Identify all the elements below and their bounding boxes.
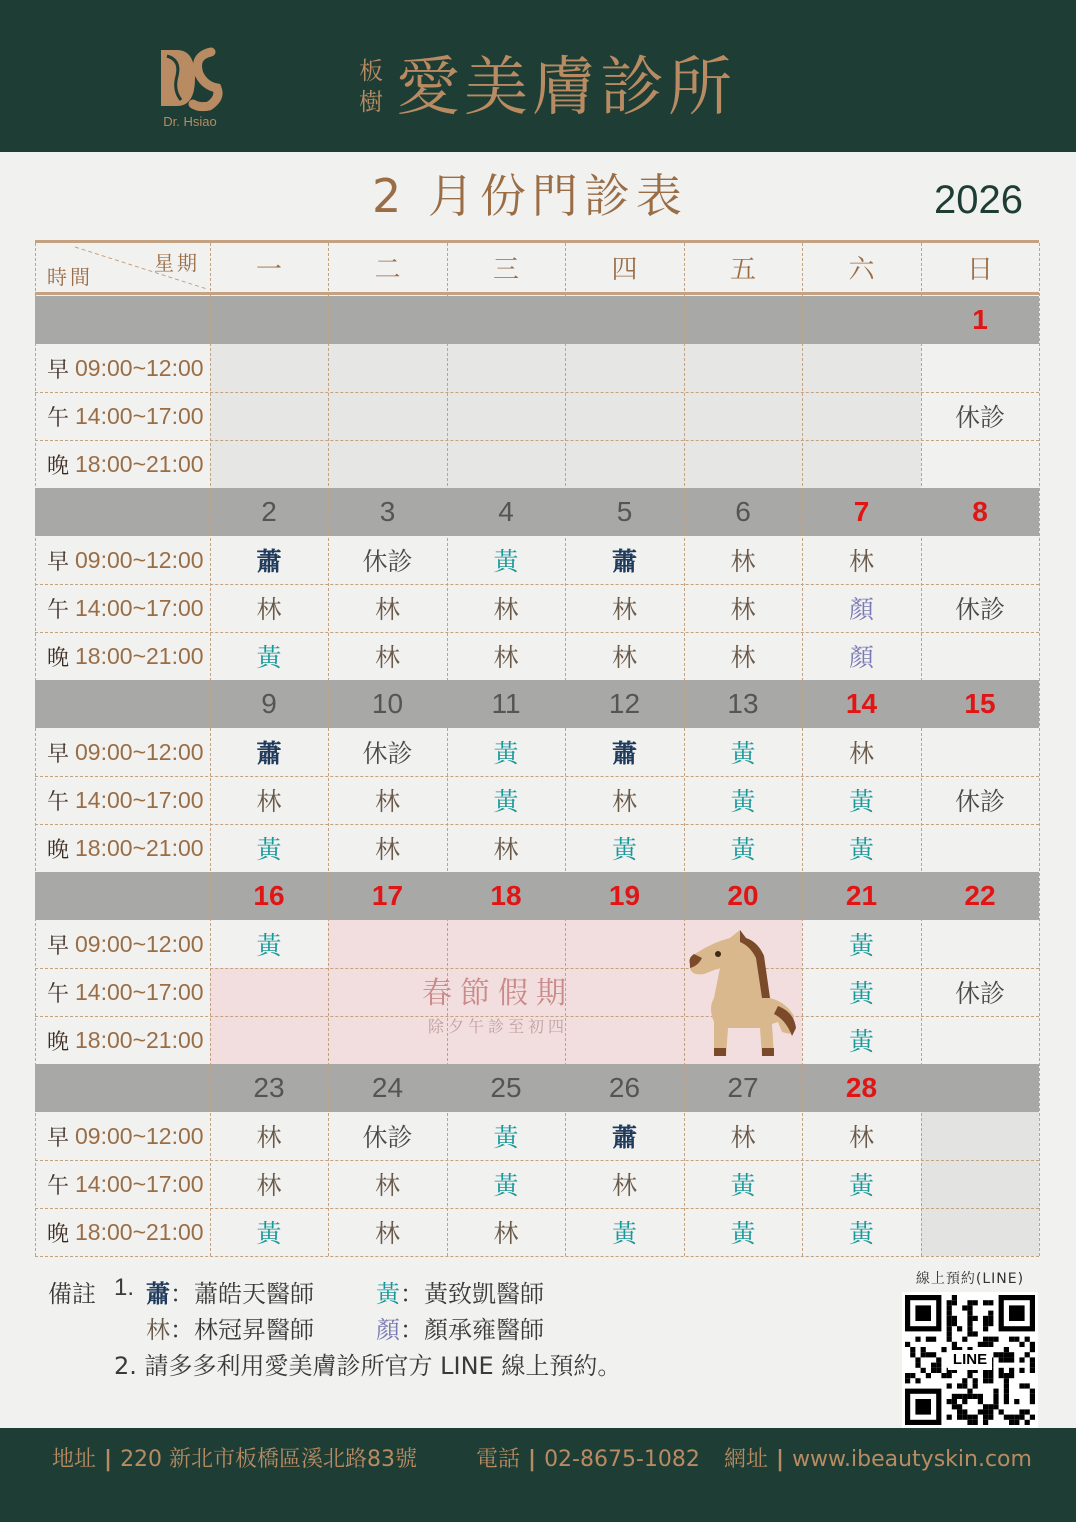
schedule-cell [921,440,1039,488]
date-cell: 12 [608,688,641,719]
corner-time-label: 時間 [47,265,93,289]
schedule-cell [447,440,565,488]
phone-value: 02-8675-1082 [544,1447,700,1472]
schedule-cell: 林 [848,739,874,768]
schedule-cell [447,392,565,440]
schedule-cell [210,344,328,392]
schedule-cell [921,728,1039,776]
session-time-cell [35,632,210,680]
notes-item2: 2. 請多多利用愛美膚診所官方 LINE 線上預約。 [114,1352,622,1380]
notes-label: 備註 [48,1280,96,1308]
schedule-cell: 林 [730,1123,756,1152]
date-cell: 19 [608,880,641,911]
session-label: 早 [47,1125,70,1151]
column-divider [1039,243,1040,1256]
header-bar [0,0,1076,152]
schedule-cell [921,1208,1039,1256]
session-label: 午 [47,789,70,815]
schedule-cell: 休診 [954,403,1005,432]
session-time: 18:00~21:00 [75,1218,204,1245]
session-time: 14:00~17:00 [75,1170,204,1197]
session-time: 14:00~17:00 [75,594,204,621]
schedule-cell: 休診 [362,547,413,576]
schedule-cell [921,1112,1039,1160]
session-time-cell [35,536,210,584]
date-cell: 5 [616,496,633,527]
qr-caption: 線上預約(LINE) [915,1271,1025,1287]
schedule-cell [921,632,1039,680]
table-corner [35,243,210,292]
logo-mark-icon [155,46,225,112]
legend-lin [146,1310,314,1345]
notes-section [48,1270,908,1420]
session-time: 09:00~12:00 [75,930,204,957]
schedule-cell [210,1016,328,1064]
schedule-cell: 林 [611,643,637,672]
date-cell [802,296,921,344]
holiday-title: 春節假期 [422,976,574,1011]
session-time-cell [35,584,210,632]
session-label: 晚 [47,1029,70,1055]
schedule-cell: 顏 [848,643,874,672]
date-cell: 9 [261,688,277,719]
phone-label: 電話 [476,1447,521,1472]
schedule-cell: 黃 [848,1171,874,1200]
session-time: 18:00~21:00 [75,1026,204,1053]
column-divider [802,243,803,1256]
schedule-cell: 林 [730,643,756,672]
schedule-cell: 黃 [730,739,756,768]
schedule-cell [684,392,802,440]
session-time: 18:00~21:00 [75,834,204,861]
date-cell: 17 [371,880,404,911]
schedule-cell [210,440,328,488]
row-divider [35,632,1039,633]
date-cell: 7 [853,496,870,527]
session-time-cell [35,1160,210,1208]
schedule-cell [921,344,1039,392]
column-divider [35,243,36,1256]
schedule-cell: 黃 [256,931,282,960]
date-cell: 13 [727,688,759,719]
weekday-header: 日 [966,255,993,285]
schedule-cell [921,824,1039,872]
session-label: 午 [47,981,70,1007]
session-time-cell [35,968,210,1016]
qr-code[interactable] [902,1292,1038,1428]
session-time: 09:00~12:00 [75,354,204,381]
schedule-cell [921,1160,1039,1208]
legend-code: 林 [146,1316,170,1344]
schedule-cell [684,440,802,488]
schedule-cell: 林 [374,1219,400,1248]
schedule-cell: 林 [374,643,400,672]
schedule-cell: 黃 [256,643,282,672]
date-cell [565,296,684,344]
qr-center-label: LINE [948,1350,992,1370]
schedule-cell: 林 [374,595,400,624]
weekday-header: 二 [374,255,401,285]
clinic-location-char-1: 板 [359,57,383,85]
schedule-cell: 蕭 [256,739,282,768]
legend-desc: ：黃致凱醫師 [400,1280,544,1308]
session-label: 晚 [47,837,70,863]
row-divider [35,440,1039,441]
session-label: 早 [47,741,70,767]
session-time: 18:00~21:00 [75,450,204,477]
session-time-cell [35,728,210,776]
date-cell [921,1064,1039,1112]
date-cell: 4 [498,496,514,527]
line-qr-block[interactable] [902,1268,1038,1428]
schedule-cell: 林 [611,1171,637,1200]
session-label: 晚 [47,645,70,671]
row-divider [35,824,1039,825]
weekday-header: 六 [848,255,875,285]
session-label: 午 [47,597,70,623]
schedule-cell: 林 [493,1219,519,1248]
schedule-cell: 蕭 [611,547,637,576]
schedule-cell [565,440,684,488]
schedule-cell: 黃 [493,787,519,816]
holiday-subtitle: 除夕午診至初四 [427,1017,568,1036]
schedule-cell: 黃 [256,835,282,864]
clinic-name: 愛美膚診所 [396,51,736,125]
column-divider [684,243,685,1256]
header-bottom-border [35,292,1039,295]
date-cell: 25 [490,1072,522,1103]
schedule-cell: 林 [730,595,756,624]
schedule-cell [684,344,802,392]
schedule-cell [802,392,921,440]
date-cell: 18 [490,880,522,911]
schedule-cell: 顏 [848,595,874,624]
schedule-cell [802,440,921,488]
session-time-cell [35,776,210,824]
date-cell: 6 [735,496,751,527]
schedule-cell [328,920,447,968]
schedule-cell: 林 [256,787,282,816]
row-divider [35,776,1039,777]
clinic-location-char-2: 樹 [359,88,383,116]
web-value[interactable]: www.ibeautyskin.com [792,1447,1032,1472]
legend-huang [376,1274,544,1309]
date-cell: 28 [845,1072,878,1103]
row-divider [35,1256,1039,1257]
schedule-cell: 林 [493,835,519,864]
schedule-cell: 休診 [954,787,1005,816]
date-cell: 24 [371,1072,404,1103]
schedule-cell: 蕭 [611,739,637,768]
schedule-cell: 蕭 [611,1123,637,1152]
weekday-header: 五 [729,255,756,285]
schedule-cell: 林 [848,1123,874,1152]
schedule-year: 2026 [934,178,1023,222]
date-cell [210,296,328,344]
legend-code: 顏 [376,1316,400,1344]
date-cell: 3 [379,496,396,527]
schedule-cell: 林 [374,787,400,816]
schedule-cell [565,344,684,392]
schedule-cell: 黃 [256,1219,282,1248]
row-divider [35,1160,1039,1161]
schedule-cell: 黃 [493,1123,519,1152]
session-label: 早 [47,357,70,383]
schedule-cell: 黃 [493,547,519,576]
schedule-cell [565,920,684,968]
date-cell: 11 [491,688,521,719]
schedule-cell [565,392,684,440]
schedule-cell: 林 [493,595,519,624]
date-cell [684,296,802,344]
session-label: 早 [47,549,70,575]
schedule-cell: 黃 [848,787,874,816]
schedule-cell [328,392,447,440]
schedule-cell [802,344,921,392]
session-time: 18:00~21:00 [75,642,204,669]
schedule-cell: 黃 [848,1219,874,1248]
date-cell: 23 [253,1072,285,1103]
footer-website[interactable]: 網址 | www.ibeautyskin.com [724,1447,1032,1472]
footer-bar [0,1428,1076,1522]
row-divider [35,392,1039,393]
session-label: 午 [47,405,70,431]
schedule-cell: 林 [256,1123,282,1152]
schedule-cell [328,440,447,488]
legend-hsiao [146,1274,314,1309]
schedule-cell: 林 [848,547,874,576]
clinic-location [356,56,386,118]
schedule-cell: 黃 [848,835,874,864]
legend-code: 蕭 [146,1280,170,1308]
schedule-cell: 黃 [611,1219,637,1248]
column-divider [447,243,448,1256]
session-time-cell [35,824,210,872]
schedule-cell: 林 [730,547,756,576]
legend-desc: ：林冠昇醫師 [170,1316,314,1344]
weekday-header: 三 [492,255,519,285]
date-cell: 10 [371,688,404,719]
session-time-cell [35,920,210,968]
column-divider [210,243,211,1256]
date-cell: 26 [608,1072,641,1103]
schedule-cell: 林 [611,787,637,816]
date-cell: 1 [972,304,988,335]
session-time: 09:00~12:00 [75,1122,204,1149]
date-cell: 20 [727,880,759,911]
notes-item1-number: 1. [114,1274,135,1301]
schedule-cell: 休診 [362,1123,413,1152]
schedule-table [35,240,1039,1264]
schedule-cell: 黃 [730,1171,756,1200]
schedule-cell: 黃 [611,835,637,864]
schedule-cell [210,968,328,1016]
date-cell: 27 [727,1072,759,1103]
column-divider [921,243,922,1256]
weekday-header: 一 [255,255,282,285]
session-label: 晚 [47,1221,70,1247]
session-time-cell [35,1016,210,1064]
session-time-cell [35,1208,210,1256]
schedule-cell [210,392,328,440]
horse-icon [674,924,804,1060]
legend-yen [376,1310,544,1345]
schedule-cell [921,536,1039,584]
session-label: 晚 [47,453,70,479]
session-time: 09:00~12:00 [75,738,204,765]
session-time: 14:00~17:00 [75,402,204,429]
clinic-logo [155,46,225,136]
date-cell [328,296,447,344]
schedule-cell: 黃 [730,835,756,864]
logo-text: Dr. Hsiao [163,114,217,129]
session-time: 14:00~17:00 [75,978,204,1005]
session-time-cell [35,1112,210,1160]
schedule-cell: 林 [256,1171,282,1200]
date-cell: 8 [972,496,988,527]
schedule-cell [447,344,565,392]
session-time-cell [35,440,210,488]
schedule-cell: 休診 [954,979,1005,1008]
column-divider [565,243,566,1256]
legend-desc: ：顏承雍醫師 [400,1316,544,1344]
session-time: 14:00~17:00 [75,786,204,813]
session-time-cell [35,392,210,440]
date-cell: 15 [964,688,996,719]
schedule-cell: 黃 [493,739,519,768]
row-divider [35,584,1039,585]
schedule-cell: 林 [256,595,282,624]
schedule-cell: 黃 [848,979,874,1008]
date-cell: 16 [253,880,285,911]
address-value: 220 新北市板橋區溪北路83號 [120,1447,418,1472]
schedule-cell [921,920,1039,968]
date-cell: 21 [845,880,878,911]
session-label: 午 [47,1173,70,1199]
schedule-cell: 林 [374,1171,400,1200]
session-time: 09:00~12:00 [75,546,204,573]
schedule-cell: 林 [493,643,519,672]
footer-phone: 電話 | 02-8675-1082 [476,1447,700,1472]
web-label: 網址 [724,1447,769,1472]
schedule-cell: 黃 [848,1027,874,1056]
session-time-cell [35,344,210,392]
date-cell [447,296,565,344]
schedule-cell: 林 [611,595,637,624]
schedule-cell: 黃 [848,931,874,960]
row-divider [35,1208,1039,1209]
column-divider [328,243,329,1256]
address-label: 地址 [52,1447,97,1472]
schedule-cell: 黃 [730,787,756,816]
schedule-cell: 黃 [493,1171,519,1200]
schedule-cell: 林 [374,835,400,864]
date-cell: 22 [964,880,996,911]
schedule-cell: 休診 [362,739,413,768]
legend-desc: ：蕭皓天醫師 [170,1280,314,1308]
corner-weekday-label: 星期 [154,251,200,275]
page-title: 2 月份門診表 [372,169,688,223]
schedule-cell: 休診 [954,595,1005,624]
date-cell: 14 [845,688,878,719]
session-label: 早 [47,933,70,959]
footer-address: 地址 | 220 新北市板橋區溪北路83號 [52,1447,418,1472]
schedule-cell: 黃 [730,1219,756,1248]
schedule-cell [328,344,447,392]
legend-code: 黃 [376,1280,400,1308]
date-cell: 2 [261,496,277,527]
schedule-cell: 蕭 [256,547,282,576]
weekday-header: 四 [611,255,638,285]
schedule-cell [447,920,565,968]
schedule-cell [921,1016,1039,1064]
